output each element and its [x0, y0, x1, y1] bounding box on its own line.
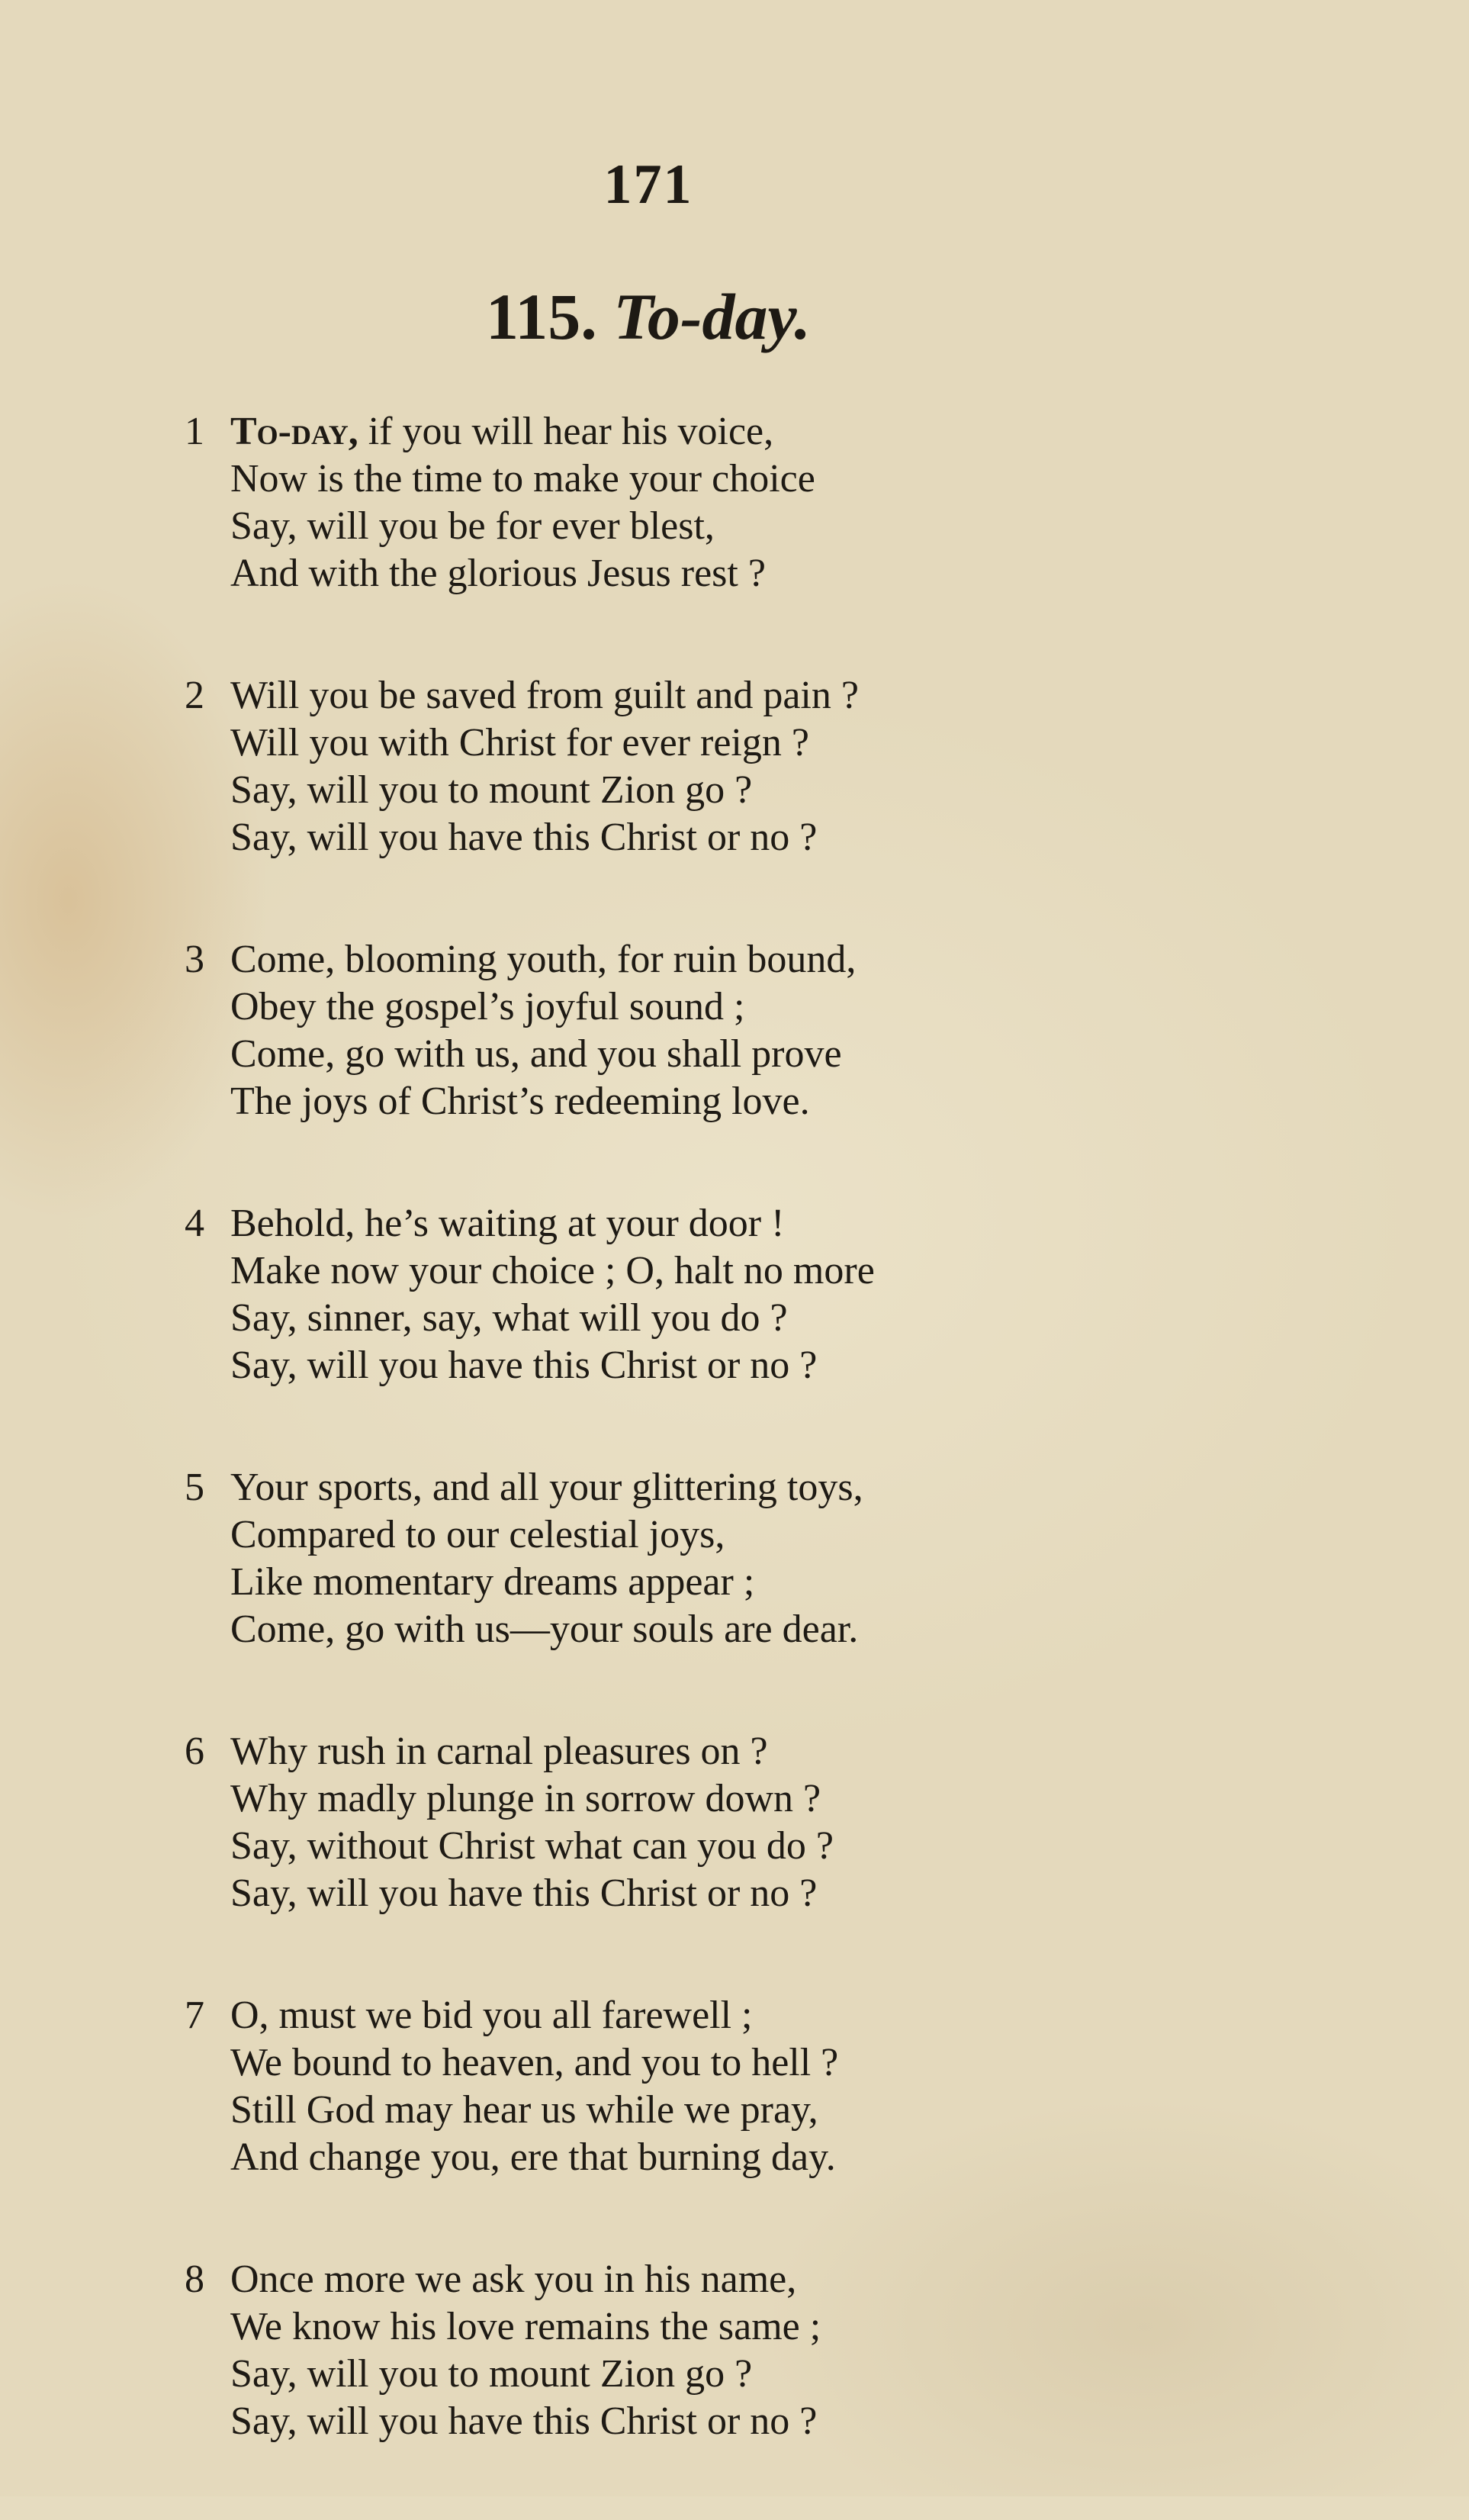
- stanza-line: We know his love remains the same ;: [230, 2305, 821, 2348]
- stanza-line: Say, without Christ what can you do ?: [230, 1824, 834, 1868]
- stanza-line: Will you with Christ for ever reign ?: [230, 721, 809, 764]
- stanza: [177, 672, 1291, 861]
- stanza-line: Your sports, and all your glittering toys,: [230, 1466, 863, 1509]
- stanza-line: Still God may hear us while we pray,: [230, 2088, 818, 2132]
- stanza-number: 1: [185, 410, 204, 453]
- stanza-line: The joys of Christ’s redeeming love.: [230, 1080, 810, 1123]
- stanza-line: Will you be saved from guilt and pain ?: [230, 674, 859, 717]
- stanza-line: Once more we ask you in his name,: [230, 2258, 797, 2301]
- stanza-line: Obey the gospel’s joyful sound ;: [230, 985, 745, 1028]
- stanza-line: O, must we bid you all farewell ;: [230, 1994, 753, 2037]
- stanza: [177, 1200, 1291, 1389]
- stanza-number: 4: [185, 1202, 204, 1245]
- stanza-line: Why rush in carnal pleasures on ?: [230, 1730, 768, 1773]
- stanza-number: 7: [185, 1994, 204, 2037]
- stanza-line: Come, go with us, and you shall prove: [230, 1032, 842, 1076]
- stanza-line: Say, will you be for ever blest,: [230, 504, 715, 548]
- stanza-line: Come, go with us—your souls are dear.: [230, 1608, 859, 1651]
- stanza: [177, 408, 1291, 597]
- opening-word: To-day,: [230, 410, 358, 453]
- stanza-line: Why madly plunge in sorrow down ?: [230, 1777, 821, 1820]
- stanza-line: Say, will you have this Christ or no ?: [230, 1344, 818, 1387]
- stanza-number: 5: [185, 1466, 204, 1509]
- stanza-number: 8: [185, 2258, 204, 2301]
- stanza: [177, 2256, 1291, 2445]
- stanza-line: Say, will you have this Christ or no ?: [230, 816, 818, 859]
- hymn-name: To-day.: [613, 280, 812, 353]
- stanza-number: 2: [185, 674, 204, 717]
- opening-line-rest: if you will hear his voice,: [358, 410, 774, 453]
- stanza-number: 6: [185, 1730, 204, 1773]
- stanza-line: And change you, ere that burning day.: [230, 2135, 836, 2179]
- stanza-line: Come, blooming youth, for ruin bound,: [230, 938, 857, 981]
- stanza-line: We bound to heaven, and you to hell ?: [230, 2041, 839, 2084]
- stanza: [177, 1728, 1291, 1917]
- stanza: [177, 1464, 1291, 1653]
- page-number: 171: [603, 153, 693, 216]
- hymn-title: [0, 278, 1297, 355]
- hymn-text: [177, 408, 1291, 2520]
- stanza-number: 3: [185, 938, 204, 981]
- stanza-line: And with the glorious Jesus rest ?: [230, 552, 766, 595]
- stanza-line: Like momentary dreams appear ;: [230, 1560, 755, 1604]
- stanza-line: Say, sinner, say, what will you do ?: [230, 1296, 788, 1340]
- stanza-line: Behold, he’s waiting at your door !: [230, 1202, 785, 1245]
- stanza-line: Say, will you have this Christ or no ?: [230, 1871, 818, 1915]
- stanza-line: Say, will you to mount Zion go ?: [230, 768, 753, 812]
- hymn-number: 115.: [485, 280, 597, 353]
- stanza-line: [230, 408, 1291, 455]
- stanza-line: Now is the time to make your choice: [230, 457, 815, 500]
- stanza-line: Compared to our celestial joys,: [230, 1513, 725, 1556]
- stanza-line: Say, will you have this Christ or no ?: [230, 2399, 818, 2443]
- stanza-line: Say, will you to mount Zion go ?: [230, 2352, 753, 2396]
- stanza: [177, 1992, 1291, 2181]
- stanza: [177, 936, 1291, 1125]
- stanza-line: Make now your choice ; O, halt no more: [230, 1249, 875, 1292]
